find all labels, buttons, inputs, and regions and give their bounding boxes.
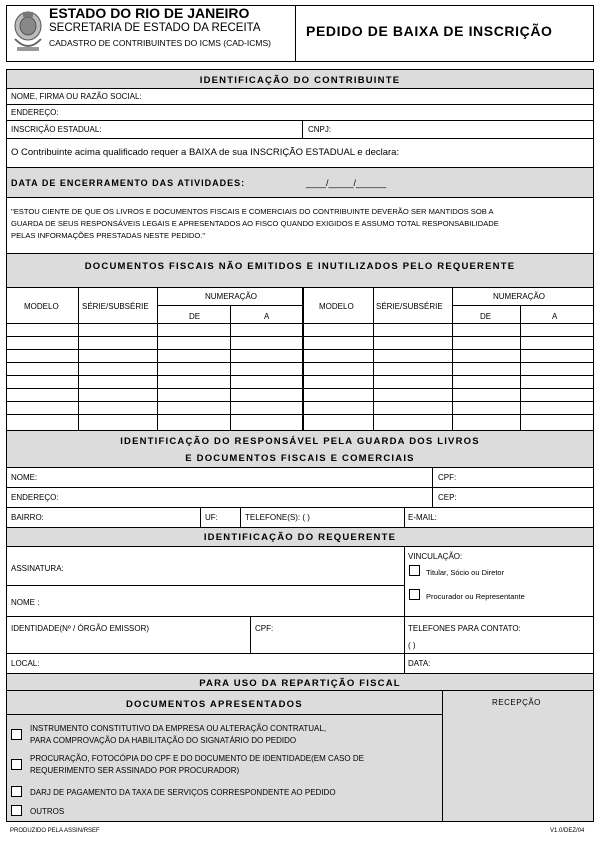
table-row	[6, 401, 594, 402]
req-data-label: DATA:	[408, 659, 431, 668]
divider	[6, 104, 594, 105]
reparticao-area	[7, 674, 593, 821]
table-line	[452, 287, 453, 430]
req-vinculacao-label: VINCULAÇÃO:	[408, 552, 463, 561]
table-row	[6, 375, 594, 376]
doc-col-numeracao-right: NUMERAÇÃO	[493, 292, 546, 301]
divider	[6, 616, 594, 617]
encerramento-label: DATA DE ENCERRAMENTO DAS ATIVIDADES:	[11, 178, 246, 188]
divider	[6, 120, 594, 121]
divider	[250, 616, 251, 653]
doc-procuracao-checkbox[interactable]	[11, 759, 22, 770]
divider	[6, 88, 594, 89]
divider	[6, 197, 594, 198]
divider	[6, 585, 404, 586]
doc-col-a-left: A	[264, 312, 270, 321]
resp-nome-label: NOME:	[11, 473, 38, 482]
req-cpf-label: CPF:	[255, 624, 274, 633]
table-line	[373, 287, 374, 430]
resp-bairro-label: BAIRRO:	[11, 513, 44, 522]
req-local-label: LOCAL:	[11, 659, 40, 668]
table-line	[157, 305, 302, 306]
divider	[302, 120, 303, 138]
doc-darj-checkbox[interactable]	[11, 786, 22, 797]
ciencia-line-1: "ESTOU CIENTE DE QUE OS LIVROS E DOCUMENTOS FISCAIS E COMERCIAIS DO CONTRIBUINTE DEVERÃO SER MANTIDOS SOB A	[11, 207, 494, 216]
ciencia-line-2: GUARDA DE SEUS RESPONSÁVEIS LEGAIS E APRESENTADOS AO FISCO QUANDO EXIGIDOS E ASSUMO TOTAL RESPONSABILIDADE	[11, 219, 499, 228]
cnpj-label: CNPJ:	[308, 125, 332, 134]
resp-cep-label: CEP:	[438, 493, 457, 502]
nome-razao-label: NOME, FIRMA OU RAZÃO SOCIAL:	[11, 92, 142, 101]
footer-version: V1.0/DEZ/04	[550, 828, 585, 834]
doc-col-de-right: DE	[480, 312, 492, 321]
form-title: PEDIDO DE BAIXA DE INSCRIÇÃO	[306, 23, 553, 39]
documentos-title: DOCUMENTOS FISCAIS NÃO EMITIDOS E INUTILIZADOS PELO REQUERENTE	[84, 261, 516, 272]
table-row	[6, 336, 594, 337]
divider	[6, 287, 594, 288]
encerramento-date-field[interactable]: ____/_____/______	[306, 178, 387, 188]
doc-col-de-left: DE	[189, 312, 201, 321]
table-line	[302, 287, 304, 430]
doc-col-serie-left: SÉRIE/SUBSÉRIE	[82, 302, 149, 311]
doc-col-modelo-right: MODELO	[319, 302, 354, 311]
requerente-title: IDENTIFICAÇÃO DO REQUERENTE	[203, 532, 397, 543]
divider	[6, 487, 594, 488]
procurador-label: Procurador ou Representante	[426, 592, 525, 601]
header-secretaria: SECRETARIA DE ESTADO DA RECEITA	[49, 22, 261, 34]
doc-col-a-right: A	[552, 312, 558, 321]
doc-instrumento-line-1: INSTRUMENTO CONSTITUTIVO DA EMPRESA OU ALTERAÇÃO CONTRATUAL,	[30, 724, 327, 733]
divider	[6, 690, 594, 691]
footer-produced-by: PRODUZIDO PELA ASSIN/RSEF	[10, 828, 100, 834]
table-line	[78, 287, 79, 430]
doc-col-serie-right: SÉRIE/SUBSÉRIE	[376, 302, 443, 311]
req-telefones-label: TELEFONES PARA CONTATO:	[408, 624, 521, 633]
docs-apresentados-title: DOCUMENTOS APRESENTADOS	[126, 699, 303, 710]
declaracao-text: O Contribuinte acima qualificado requer a BAIXA de sua INSCRIÇÃO ESTADUAL e declara:	[11, 147, 400, 158]
divider	[442, 690, 443, 822]
header-state: ESTADO DO RIO DE JANEIRO	[49, 5, 250, 21]
doc-instrumento-line-2: PARA COMPROVAÇÃO DA HABILITAÇÃO DO SIGNATÁRIO DO PEDIDO	[30, 736, 297, 745]
ciencia-line-3: PELAS INFORMAÇÕES PRESTADAS NESTE PEDIDO."	[11, 231, 206, 240]
divider	[6, 653, 594, 654]
table-row	[6, 414, 594, 415]
divider	[6, 714, 442, 715]
endereco-label: ENDEREÇO:	[11, 108, 59, 117]
doc-instrumento-checkbox[interactable]	[11, 729, 22, 740]
resp-telefone-label: TELEFONE(S): ( )	[245, 513, 310, 522]
divider	[404, 507, 405, 527]
doc-procuracao-line-2: REQUERIMENTO SER ASSINADO POR PROCURADOR)	[30, 766, 240, 775]
doc-outros-label: OUTROS	[30, 807, 65, 816]
req-nome-label: NOME :	[11, 598, 40, 607]
resp-email-label: E-MAIL:	[408, 513, 437, 522]
doc-col-modelo-left: MODELO	[24, 302, 59, 311]
responsavel-title-2: E DOCUMENTOS FISCAIS E COMERCIAIS	[185, 453, 415, 464]
table-line	[6, 323, 594, 324]
resp-cpf-label: CPF:	[438, 473, 457, 482]
req-identidade-label: IDENTIDADE(Nº / ÓRGÃO EMISSOR)	[11, 624, 150, 633]
responsavel-title-1: IDENTIFICAÇÃO DO RESPONSÁVEL PELA GUARDA DOS LIVROS	[120, 436, 480, 447]
doc-procuracao-line-1: PROCURAÇÃO, FOTOCÓPIA DO CPF E DO DOCUMENTO DE IDENTIDADE(EM CASO DE	[30, 754, 364, 763]
header-cadastro: CADASTRO DE CONTRIBUINTES DO ICMS (CAD-ICMS)	[49, 38, 271, 48]
contribuinte-title: IDENTIFICAÇÃO DO CONTRIBUINTE	[199, 75, 401, 86]
titular-label: Titular, Sócio ou Diretor	[426, 568, 505, 577]
resp-endereco-label: ENDEREÇO:	[11, 493, 59, 502]
divider	[200, 507, 201, 527]
divider	[6, 138, 594, 139]
divider	[6, 467, 594, 468]
table-row	[6, 388, 594, 389]
divider	[6, 546, 594, 547]
reparticao-title: PARA USO DA REPARTIÇÃO FISCAL	[199, 678, 401, 689]
divider	[6, 507, 594, 508]
titular-checkbox[interactable]	[409, 565, 420, 576]
table-row	[6, 362, 594, 363]
state-seal-logo	[11, 9, 45, 55]
header-divider	[295, 5, 296, 62]
doc-col-numeracao-left: NUMERAÇÃO	[205, 292, 258, 301]
doc-outros-checkbox[interactable]	[11, 805, 22, 816]
divider	[240, 507, 241, 527]
table-row	[6, 349, 594, 350]
resp-uf-label: UF:	[205, 513, 218, 522]
doc-darj-label: DARJ DE PAGAMENTO DA TAXA DE SERVIÇOS CORRESPONDENTE AO PEDIDO	[30, 788, 336, 797]
recepcao-title: RECEPÇÃO	[492, 698, 541, 707]
inscricao-label: INSCRIÇÃO ESTADUAL:	[11, 125, 102, 134]
table-line	[157, 287, 158, 430]
req-assinatura-label: ASSINATURA:	[11, 564, 64, 573]
req-telefone-field[interactable]: ( )	[408, 641, 416, 650]
table-line	[452, 305, 594, 306]
procurador-checkbox[interactable]	[409, 589, 420, 600]
